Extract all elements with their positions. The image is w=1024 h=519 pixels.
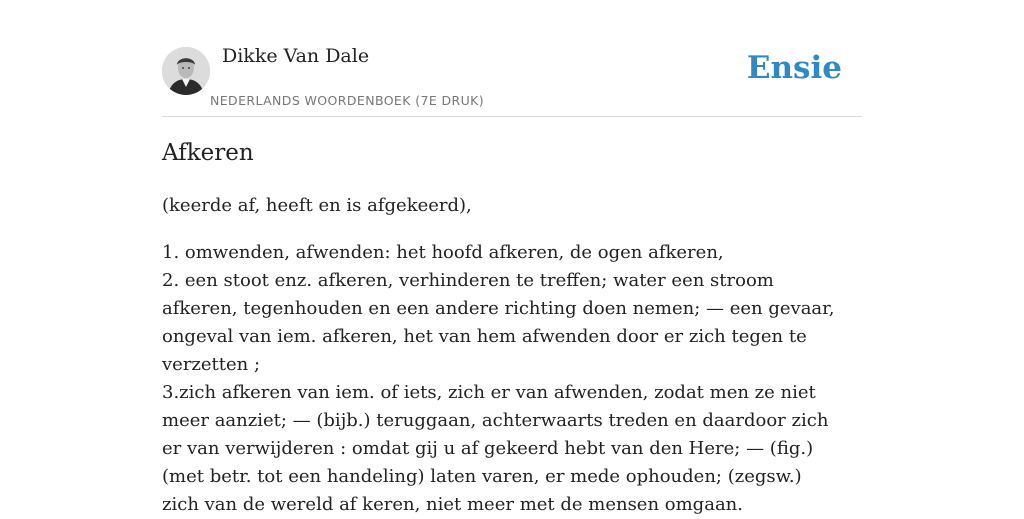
dictionary-name[interactable]: NEDERLANDS WOORDENBOEK (7E DRUK): [210, 93, 485, 108]
entry-header: [162, 0, 862, 117]
entry-sense-1: 1. omwenden, afwenden: het hoofd afkeren, de ogen afkeren,: [162, 242, 724, 263]
entry-sense-3: 3.zich afkeren van iem. of iets, zich er van afwenden, zodat men ze niet meer aanziet; — (bijb.) teruggaan, achterwaarts treden en daardoor zich er van verwijderen : omdat gij u af gekeerd hebt van den Here; — (fig.) (met betr. tot een handeling) laten varen, er mede ophouden; (zegsw.) zich van de wereld af keren, niet meer met de mensen omgaan.: [162, 382, 829, 515]
entry-sense-1-2: [162, 239, 842, 379]
portrait-avatar-icon: [162, 47, 210, 95]
author-name[interactable]: Dikke Van Dale: [222, 45, 370, 67]
ensie-logo[interactable]: Ensie: [746, 50, 842, 86]
entry-sense-2: 2. een stoot enz. afkeren, verhinderen te treffen; water een stroom afkeren, tegenhouden en een andere richting doen nemen; — een gevaar, ongeval van iem. afkeren, het van hem afwenden door er zich tegen te verzetten ;: [162, 270, 835, 375]
entry-title: Afkeren: [162, 140, 254, 166]
entry-grammar: (keerde af, heeft en is afgekeerd),: [162, 195, 472, 216]
page-container: [162, 0, 862, 515]
author-avatar[interactable]: [162, 47, 210, 95]
